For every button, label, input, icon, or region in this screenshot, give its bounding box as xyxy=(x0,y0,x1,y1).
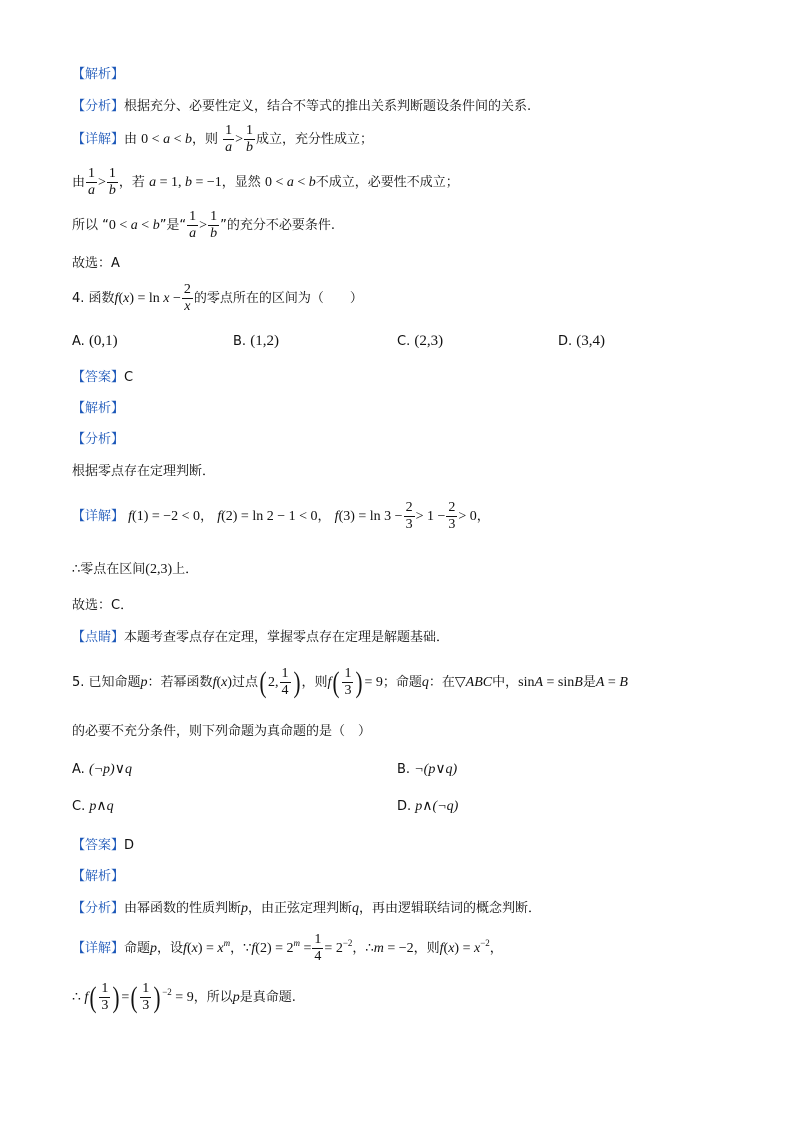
fenxi-tag: 【分析】 xyxy=(72,432,125,447)
q4-stem: 4. 函数f(x) = ln x − $\frac{2}{x}$ 的零点所在的区间为（ ） xyxy=(72,282,363,314)
fraction-2-over-x: $\frac{2}{x}$ xyxy=(183,282,191,314)
fraction-1-over-3: $\frac{1}{3}$ xyxy=(142,981,150,1013)
fraction-1-over-b: $\frac{1}{b}$ xyxy=(108,166,116,198)
fraction-1-over-a: $\frac{1}{a}$ xyxy=(225,123,233,155)
q4-analysis: 根据零点存在定理判断． xyxy=(72,464,216,479)
fraction-1-over-3: $\frac{1}{3}$ xyxy=(344,666,352,698)
fraction-1-over-b: $\frac{1}{b}$ xyxy=(246,123,254,155)
jiexi-tag: 【解析】 xyxy=(72,869,125,884)
fraction-1-over-a: $\frac{1}{a}$ xyxy=(189,209,197,241)
q3-detail-line2: 由 $\frac{1}{a}$ > $\frac{1}{b}$ ，若 a = 1, b = −1，显然 0 < a < b不成立，必要性不成立； xyxy=(72,166,459,198)
fraction-1-over-4: $\frac{1}{4}$ xyxy=(281,666,289,698)
q5-detail-last: ∴ f( $\frac{1}{3}$ ) =( $\frac{1}{3}$ ) $^{-2}$ = 9，所以p是真命题. xyxy=(72,980,296,1014)
fenxi-tag: 【分析】 xyxy=(72,99,125,114)
q4-option-b: B. (1,2) xyxy=(233,333,279,349)
q3-analysis xyxy=(72,100,531,113)
fenxi-tag: 【分析】 xyxy=(72,901,125,916)
q5-stem-line1: 5. 已知命题p：若幂函数f(x)过点( 2, $\frac{1}{4}$ ) ，则f( $\frac{1}{3}$ ) = 9；命题q：在▽ABC中，sinA = sinB是A = B xyxy=(72,665,628,699)
jiexi-tag: 【解析】 xyxy=(72,401,125,416)
q4-answer-value: C xyxy=(124,370,134,385)
fraction-2-over-3: $\frac{2}{3}$ xyxy=(448,500,456,532)
q5-stem-line2: 的必要不充分条件，则下列命题为真命题的是（ ） xyxy=(72,724,372,739)
q3-detail-line1: 【详解】由 0 < a < b，则 $\frac{1}{a}$ > $\frac{1}{b}$ 成立，充分性成立； xyxy=(72,123,374,155)
jiexi-tag: 【解析】 xyxy=(72,67,125,82)
q4-answer xyxy=(72,371,133,384)
fraction-1-over-a: $\frac{1}{a}$ xyxy=(88,166,96,198)
daan-tag: 【答案】 xyxy=(72,370,125,385)
fraction-1-over-4: $\frac{1}{4}$ xyxy=(314,932,322,964)
q5-option-a: A. (¬p)∨q xyxy=(72,762,132,777)
fraction-1-over-3: $\frac{1}{3}$ xyxy=(101,981,109,1013)
q4-detail: 【详解】 f(1) = −2 < 0， f(2) = ln 2 − 1 < 0， f(3) = ln 3 − $\frac{2}{3}$ > 1 − $\frac{2}{3}$ > 0， xyxy=(72,500,490,532)
q5-option-c: C. p∧q xyxy=(72,799,114,814)
q4-option-c: C. (2,3) xyxy=(397,333,444,349)
q5-detail: 【详解】命题p，设$f(x) = x^m$，∵f(2) = $2^m$ = $\frac{1}{4}$ = $2^{-2}$，∴m = −2，则$f(x) = x^{-2}$， xyxy=(72,932,503,964)
fraction-1-over-b: $\frac{1}{b}$ xyxy=(210,209,218,241)
q4-comment: 【点睛】本题考查零点存在定理，掌握零点存在定理是解题基础． xyxy=(72,630,450,645)
xiangjie-tag: 【详解】 xyxy=(72,941,125,956)
daan-tag: 【答案】 xyxy=(72,838,125,853)
q4-choose: 故选：C． xyxy=(72,598,134,613)
q3-detail-line3: 所以 “0 < a < b”是“ $\frac{1}{a}$ > $\frac{1}{b}$ ”的充分不必要条件. xyxy=(72,209,335,241)
q5-answer-value: D xyxy=(124,838,135,853)
xiangjie-tag: 【详解】 xyxy=(72,509,125,524)
dianjing-tag: 【点睛】 xyxy=(72,630,125,645)
q4-option-a: A. (0,1) xyxy=(72,333,118,349)
q4-option-d: D. (3,4) xyxy=(558,333,606,349)
q5-option-d: D. p∧(¬q) xyxy=(397,799,459,814)
q5-analysis: 【分析】由幂函数的性质判断p，由正弦定理判断q，再由逻辑联结词的概念判断． xyxy=(72,901,542,916)
q3-analysis-text: 根据充分、必要性定义，结合不等式的推出关系判断题设条件间的关系. xyxy=(124,99,532,114)
q4-conclusion: ∴零点在区间(2,3)上． xyxy=(72,562,199,577)
fraction-2-over-3: $\frac{2}{3}$ xyxy=(405,500,413,532)
xiangjie-tag: 【详解】 xyxy=(72,132,125,147)
q5-answer xyxy=(72,839,134,852)
q3-choose: 故选：A xyxy=(72,256,120,271)
q5-option-b: B. ¬(p∨q) xyxy=(397,762,458,777)
